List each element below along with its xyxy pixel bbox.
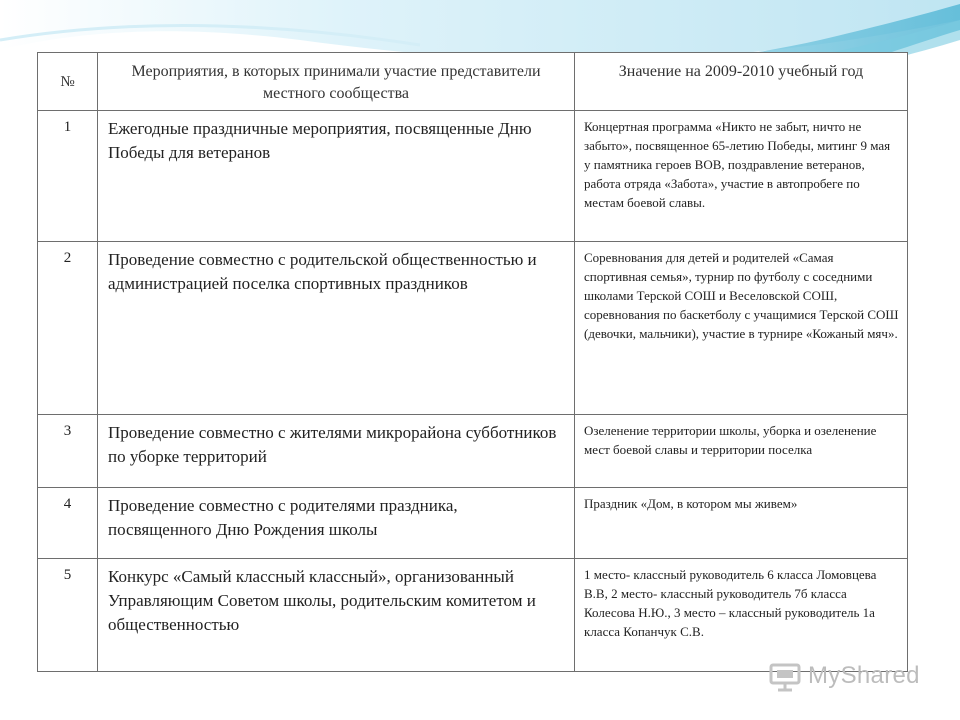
watermark-text: MyShared (808, 662, 920, 689)
event-value: 1 место- классный руководитель 6 класса Ломовцева В.В, 2 место- классный руководитель 7б класса Колесова Н.Ю., 3 место – классный руководитель 1а класса Копанчук С.В. (575, 559, 908, 672)
event-description: Конкурс «Самый классный классный», организованный Управляющим Советом школы, родительским комитетом и общественностью (98, 559, 575, 672)
table-row (38, 242, 908, 415)
event-value: Озеленение территории школы, уборка и озеленение мест боевой славы и территории поселка (575, 415, 908, 488)
header-events: Мероприятия, в которых принимали участие представители местного сообщества (98, 53, 575, 111)
table-row (38, 111, 908, 242)
event-description: Проведение совместно с родителями праздника, посвященного Дню Рождения школы (98, 488, 575, 559)
row-number: 2 (38, 242, 98, 415)
event-description: Проведение совместно с жителями микрорайона субботников по уборке территорий (98, 415, 575, 488)
event-description: Ежегодные праздничные мероприятия, посвященные Дню Победы для ветеранов (98, 111, 575, 242)
event-description: Проведение совместно с родительской общественностью и администрацией поселка спортивных праздников (98, 242, 575, 415)
community-events-table (37, 52, 908, 672)
header-number: № (38, 53, 98, 111)
table-row (38, 488, 908, 559)
table-row (38, 559, 908, 672)
event-value: Праздник «Дом, в котором мы живем» (575, 488, 908, 559)
row-number: 3 (38, 415, 98, 488)
row-number: 4 (38, 488, 98, 559)
event-value: Соревнования для детей и родителей «Самая спортивная семья», турнир по футболу с соседними школами Терской СОШ и Веселовской СОШ, соревнования по баскетболу с учащимися Терской СОШ (девочки, мальчики), участие в турнире «Кожаный мяч». (575, 242, 908, 415)
table-header-row (38, 53, 908, 111)
table-row (38, 415, 908, 488)
row-number: 5 (38, 559, 98, 672)
presentation-board-icon (768, 659, 802, 693)
watermark (768, 656, 928, 696)
row-number: 1 (38, 111, 98, 242)
header-value: Значение на 2009-2010 учебный год (575, 53, 908, 111)
event-value: Концертная программа «Никто не забыт, ничто не забыто», посвященное 65-летию Победы, митинг 9 мая у памятника героев ВОВ, поздравление ветеранов, работа отряда «Забота», участие в автопробеге по местам боевой славы. (575, 111, 908, 242)
